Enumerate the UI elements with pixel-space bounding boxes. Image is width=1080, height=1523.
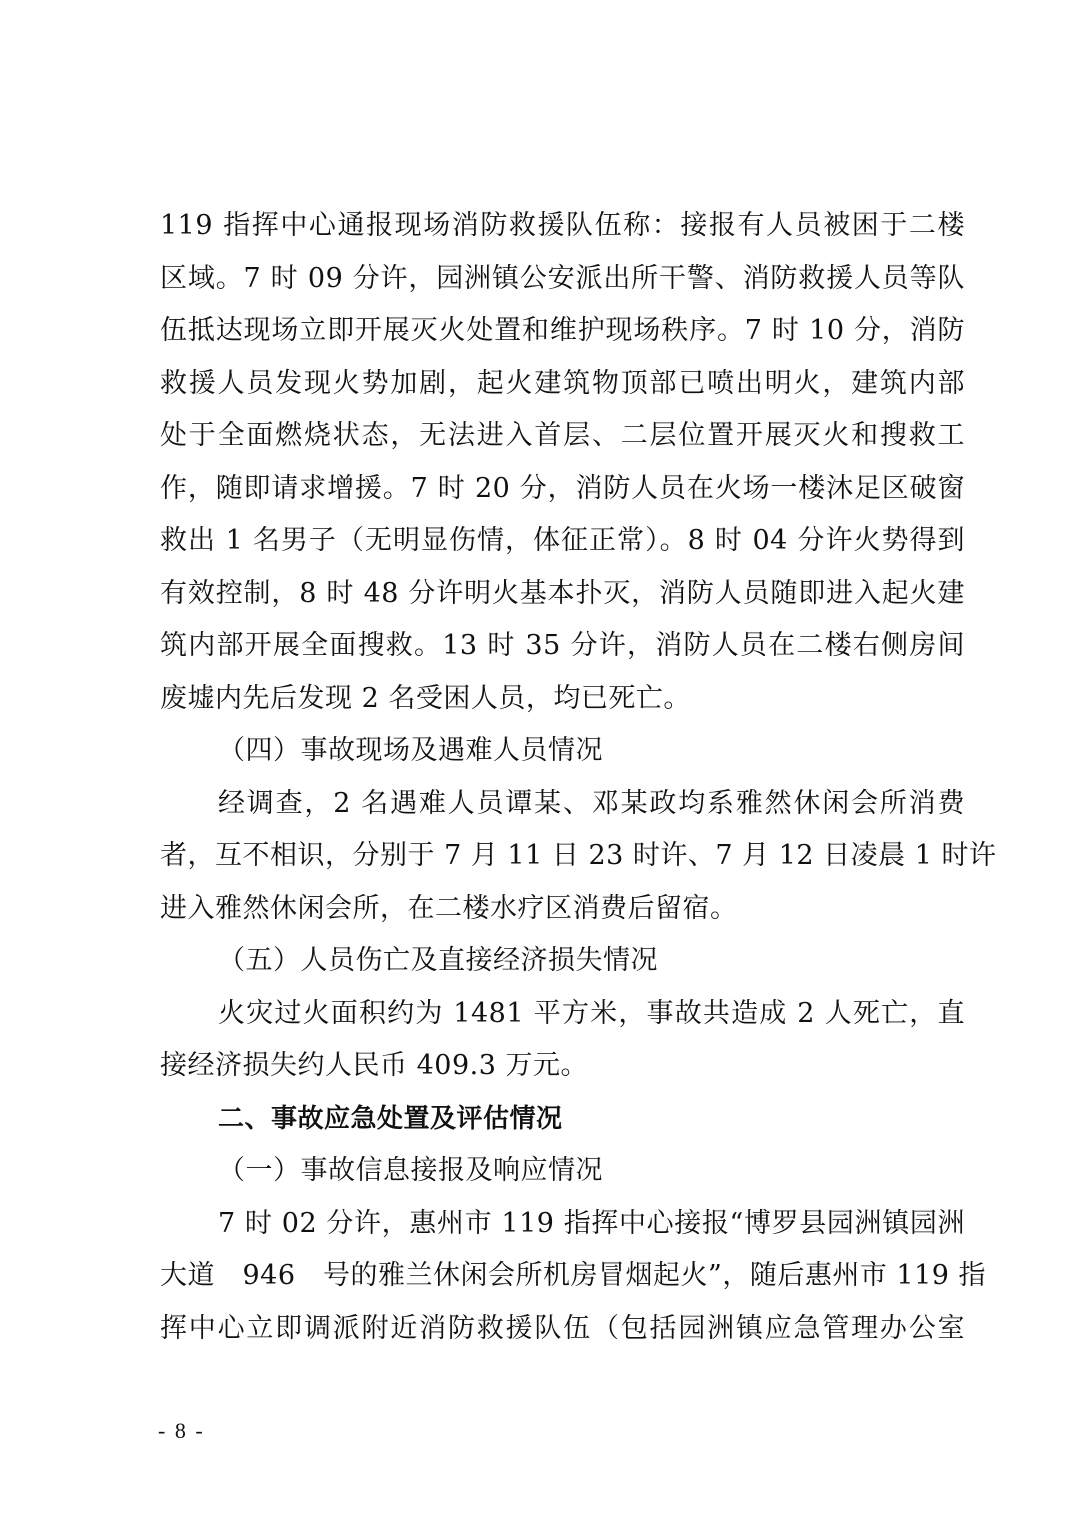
text-line: 伍抵达现场立即开展灭火处置和维护现场秩序。7 时 10 分，消防: [160, 315, 965, 346]
page-number: - 8 -: [158, 1418, 205, 1443]
text-line: 区域。7 时 09 分许，园洲镇公安派出所干警、消防救援人员等队: [160, 262, 965, 294]
section-subheading-5: （五）人员伤亡及直接经济损失情况: [218, 945, 658, 976]
section-subheading-4: （四）事故现场及遇难人员情况: [218, 735, 603, 766]
text-line: 挥中心立即调派附近消防救援队伍（包括园洲镇应急管理办公室: [160, 1312, 965, 1344]
text-line: 筑内部开展全面搜救。13 时 35 分许，消防人员在二楼右侧房间: [160, 630, 965, 661]
text-line: 火灾过火面积约为 1481 平方米，事故共造成 2 人死亡，直: [218, 997, 965, 1029]
text-line: 作，随即请求增援。7 时 20 分，消防人员在火场一楼沐足区破窗: [160, 472, 965, 504]
text-line: 有效控制，8 时 48 分许明火基本扑灭，消防人员随即进入起火建: [160, 577, 965, 609]
document-body: [160, 200, 997, 1355]
text-line: 119 指挥中心通报现场消防救援队伍称：接报有人员被困于二楼: [160, 210, 965, 241]
text-line: 救出 1 名男子（无明显伤情，体征正常）。8 时 04 分许火势得到: [160, 525, 965, 556]
text-line: 大道 946 号的雅兰休闲会所机房冒烟起火”，随后惠州市 119 指: [160, 1260, 987, 1291]
text-line: 接经济损失约人民币 409.3 万元。: [160, 1050, 588, 1081]
text-line: 进入雅然休闲会所，在二楼水疗区消费后留宿。: [160, 892, 738, 924]
section-subheading-1: （一）事故信息接报及响应情况: [218, 1155, 603, 1186]
text-line: 处于全面燃烧状态，无法进入首层、二层位置开展灭火和搜救工: [160, 420, 965, 451]
text-line: 救援人员发现火势加剧，起火建筑物顶部已喷出明火，建筑内部: [160, 367, 965, 399]
text-line: 经调查，2 名遇难人员谭某、邓某政均系雅然休闲会所消费: [218, 787, 965, 819]
text-line: 废墟内先后发现 2 名受困人员，均已死亡。: [160, 682, 691, 714]
text-line: 7 时 02 分许，惠州市 119 指挥中心接报“博罗县园洲镇园洲: [218, 1207, 965, 1239]
section-heading-2: 二、事故应急处置及评估情况: [218, 1103, 563, 1134]
text-line: 者，互不相识，分别于 7 月 11 日 23 时许、7 月 12 日凌晨 1 时许: [160, 840, 997, 871]
